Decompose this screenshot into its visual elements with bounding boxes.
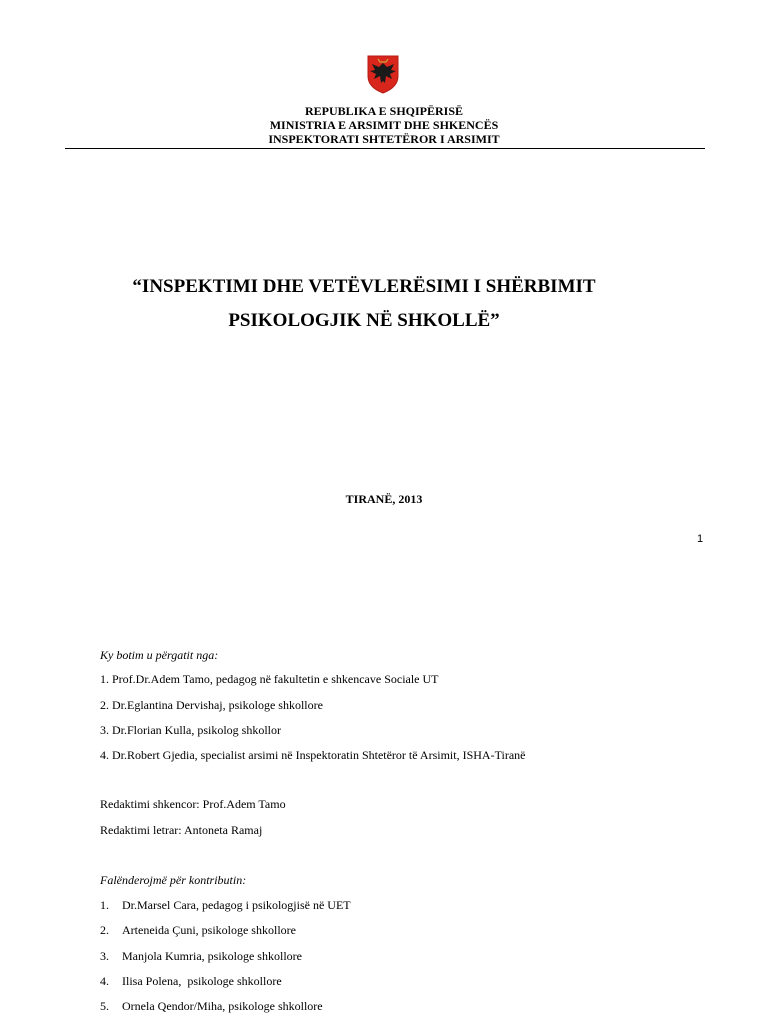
contributor-number: 5. [100,999,109,1013]
document-title-line2: PSIKOLOGJIK NË SHKOLLË” [228,310,500,331]
contributor-number: 3. [100,949,109,963]
document-title-line1: “INSPEKTIMI DHE VETËVLERËSIMI I SHËRBIMIT [132,276,596,297]
city-year: TIRANË, 2013 [345,492,423,506]
prepared-by-heading: Ky botim u përgatit nga: [100,648,219,662]
header-ministry: MINISTRIA E ARSIMIT DHE SHKENCËS [269,118,499,132]
header-divider [65,148,705,149]
contributor-text: Ornela Qendor/Miha, psikologe shkollore [122,999,323,1013]
literary-editing: Redaktimi letrar: Antoneta Ramaj [100,823,263,837]
contributor-item [100,949,302,963]
author-item: 1. Prof.Dr.Adem Tamo, pedagog në fakultetin e shkencave Sociale UT [100,672,439,686]
contributor-number: 4. [100,974,109,988]
albanian-coat-of-arms-icon [364,54,402,94]
contributor-number: 1. [100,898,109,912]
contributor-item [100,923,296,937]
contributor-text: Arteneida Çuni, psikologe shkollore [122,923,296,937]
author-item: 2. Dr.Eglantina Dervishaj, psikologe shkollore [100,698,323,712]
contributor-text: Manjola Kumria, psikologe shkollore [122,949,302,963]
page-number: 1 [697,533,704,545]
contributor-item [100,974,282,988]
contributor-item [100,999,323,1013]
thanks-heading: Falënderojmë për kontributin: [100,873,247,887]
author-item: 3. Dr.Florian Kulla, psikolog shkollor [100,723,281,737]
contributor-number: 2. [100,923,109,937]
author-item: 4. Dr.Robert Gjedia, specialist arsimi në Inspektoratin Shtetëror të Arsimit, ISHA-Tiranë [100,748,526,762]
contributor-text: Dr.Marsel Cara, pedagog i psikologjisë në UET [122,898,351,912]
header-inspectorate: INSPEKTORATI SHTETËROR I ARSIMIT [268,132,500,146]
contributor-text: Ilisa Polena, psikologe shkollore [122,974,282,988]
contributor-item [100,898,351,912]
header-republic: REPUBLIKA E SHQIPËRISË [304,104,464,118]
scientific-editing: Redaktimi shkencor: Prof.Adem Tamo [100,797,286,811]
